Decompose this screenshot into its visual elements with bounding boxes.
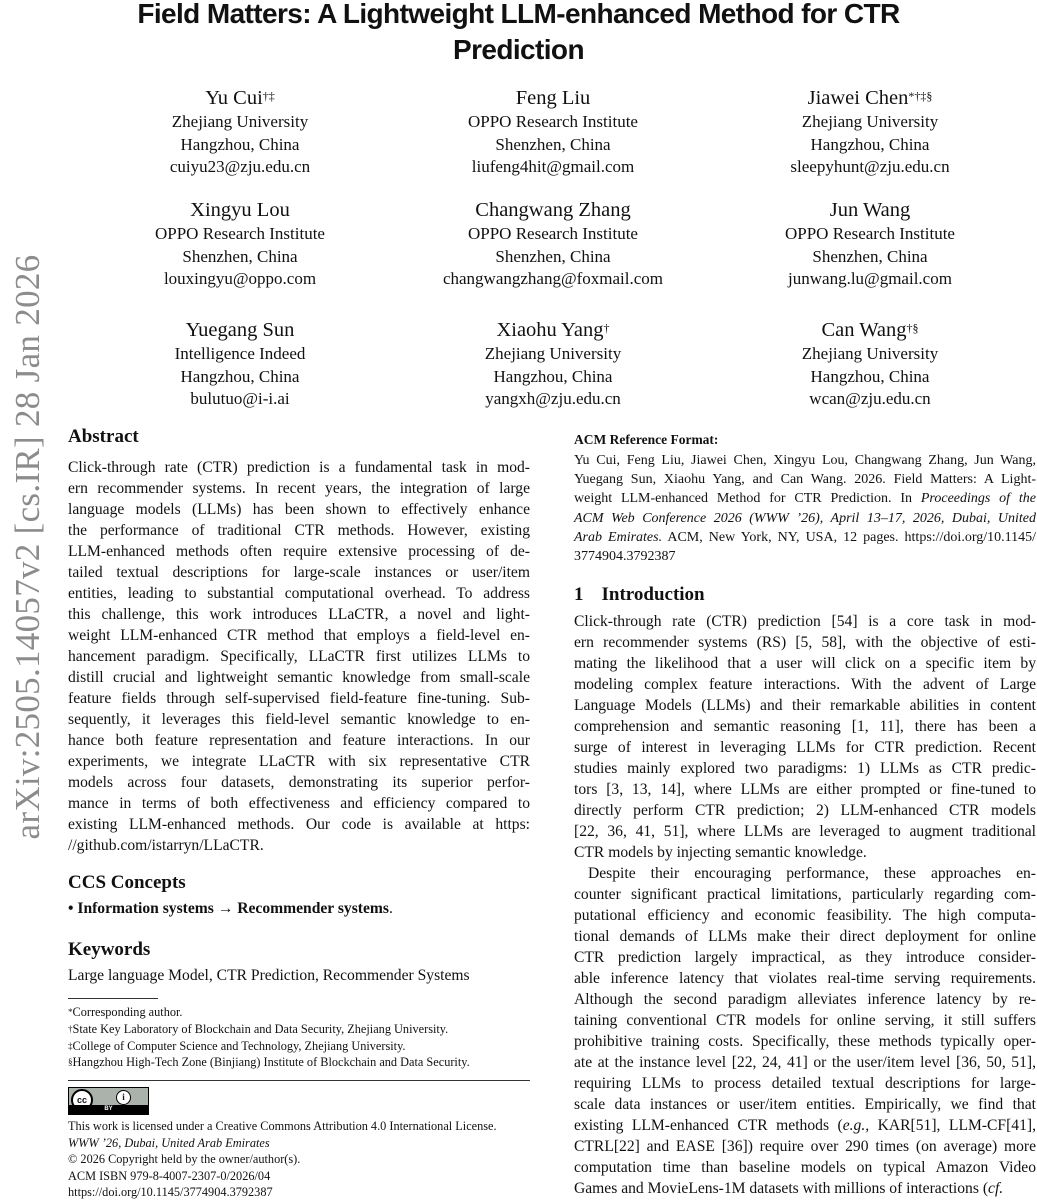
- text-segment: Games and MovieLens-1M datasets with millions of interactions (: [574, 1180, 989, 1197]
- author-location: Shenzhen, China: [812, 246, 928, 266]
- text-line: tailed textual descriptions for large-scale instances or user/item: [68, 564, 530, 581]
- text-segment: tional demands of LLMs make their direct deployment for online: [574, 928, 1036, 945]
- italic-text: Arab Emirates.: [574, 529, 663, 545]
- text-line: [574, 821, 1036, 842]
- italic-text: ACM Web Conference 2026 (WWW ’26), April 13–17, 2026, Dubai, United: [574, 510, 1036, 526]
- section-title: Introduction: [601, 584, 705, 605]
- text-line: [574, 509, 1036, 528]
- footnote: [68, 1004, 470, 1021]
- text-line: [574, 779, 1036, 800]
- text-segment: able inference latency that violates real-time serving requirements.: [574, 970, 1036, 987]
- conference-venue: WWW ’26, Dubai, United Arab Emirates: [68, 1135, 270, 1150]
- text-line: [574, 632, 1036, 653]
- author-marks: †: [603, 321, 610, 335]
- text-line: [574, 842, 1036, 863]
- text-line: [574, 1115, 1036, 1136]
- author-block: [75, 198, 405, 291]
- author-location: Hangzhou, China: [180, 366, 300, 386]
- title-line: Field Matters: A Lightweight LLM-enhanced Method for CTR: [137, 0, 900, 29]
- arrow-icon: →: [217, 900, 234, 917]
- author-location: Shenzhen, China: [495, 246, 611, 266]
- author-name-text: Jiawei Chen: [807, 87, 909, 109]
- text-segment: scale data instances or user/item entities. Empirically, we find that: [574, 1096, 1036, 1113]
- text-line: [574, 1157, 1036, 1178]
- author-name: [388, 86, 718, 111]
- footnote-text: Corresponding author.: [72, 1005, 183, 1019]
- footnote-mark: *: [68, 1007, 73, 1017]
- text-segment: Although the second paradigm alleviates inference latency by re-: [574, 991, 1036, 1008]
- keywords-text: Large language Model, CTR Prediction, Recommender Systems: [68, 967, 470, 984]
- author-marks: *†‡§: [908, 89, 933, 103]
- author-affiliation: Zhejiang University: [171, 112, 309, 131]
- text-segment: studies mainly explored two paradigms: 1) LLMs as CTR predic-: [574, 760, 1036, 777]
- author-block: [75, 86, 405, 179]
- text-line: this challenge, this work introduces LLaCTR, a novel and light-: [68, 606, 530, 623]
- ccs-bullet: •: [68, 900, 74, 917]
- text-line: [574, 926, 1036, 947]
- footnote-rule: [68, 998, 158, 999]
- text-segment: modeling complex feature interactions. With the advent of Large: [574, 676, 1036, 693]
- text-line: [574, 1178, 1036, 1199]
- abstract-heading: Abstract: [68, 426, 139, 447]
- text-segment: CTR prediction largely impractical, as they introduce consider-: [574, 949, 1036, 966]
- author-email[interactable]: junwang.lu@gmail.com: [788, 269, 952, 289]
- text-segment: counter significant practical limitations, particularly regarding com-: [574, 886, 1036, 903]
- author-affiliation: Zhejiang University: [801, 112, 939, 131]
- text-segment: Yu Cui, Feng Liu, Jiawei Chen, Xingyu Lou, Changwang Zhang, Jun Wang,: [574, 453, 1036, 468]
- text-line: [574, 1073, 1036, 1094]
- author-email[interactable]: bulutuo@i-i.ai: [190, 389, 290, 409]
- footnote: [68, 1038, 470, 1055]
- text-segment: ern recommender systems (RS) [5, 58], with the objective of esti-: [574, 634, 1036, 651]
- author-name: [75, 198, 405, 223]
- text-line: the performance of traditional CTR methods. However, existing: [68, 522, 530, 539]
- text-line: [574, 611, 1036, 632]
- text-line: Click-through rate (CTR) prediction is a fundamental task in mod-: [68, 459, 530, 476]
- arxiv-identifier-stamp: arXiv:2505.14057v2 [cs.IR] 28 Jan 2026: [8, 254, 47, 840]
- author-affiliation: OPPO Research Institute: [468, 112, 638, 131]
- author-block: [388, 318, 718, 411]
- author-name-text: Xingyu Lou: [190, 199, 290, 221]
- text-line: [574, 905, 1036, 926]
- text-line: [574, 800, 1036, 821]
- ccs-end: .: [388, 900, 393, 917]
- footnote-text: College of Computer Science and Technology, Zhejiang University.: [72, 1038, 406, 1053]
- text-line: [574, 1136, 1036, 1157]
- text-line: [574, 737, 1036, 758]
- acm-reference-body: [574, 451, 1036, 566]
- author-email[interactable]: wcan@zju.edu.cn: [809, 389, 931, 409]
- italic-text: Proceedings of the: [920, 491, 1037, 507]
- text-segment: KAR[51], LLM-CF[41],: [869, 1117, 1036, 1134]
- paper-title: [0, 0, 1037, 68]
- copyright: © 2026 Copyright held by the owner/author(s).: [68, 1152, 301, 1167]
- text-line: [574, 968, 1036, 989]
- introduction-heading: [574, 584, 705, 606]
- text-segment: comprehension and semantic reasoning [1, 11], there has been a: [574, 718, 1036, 735]
- doi-link[interactable]: https://doi.org/10.1145/3774904.3792387: [68, 1185, 273, 1200]
- ccs-heading: CCS Concepts: [68, 872, 186, 893]
- text-segment: tors [3, 13, 14], where LLMs are either prompted or fine-tuned to: [574, 781, 1036, 798]
- text-segment: Click-through rate (CTR) prediction [54] is a core task in mod-: [574, 613, 1036, 630]
- ccs-concepts: [68, 900, 393, 918]
- text-segment: requiring LLMs to process detailed textual descriptions for large-: [574, 1075, 1036, 1092]
- footnotes: [68, 1004, 470, 1071]
- text-line: //github.com/istarryn/LLaCTR.: [68, 837, 264, 854]
- section-number: 1: [574, 584, 584, 605]
- author-name-text: Changwang Zhang: [475, 199, 631, 221]
- text-line: ern recommender systems. In recent years, the integration of large: [68, 480, 530, 497]
- text-segment: existing LLM-enhanced CTR methods (: [574, 1117, 843, 1134]
- footnote-text: Hangzhou High-Tech Zone (Binjiang) Institute of Blockchain and Data Security.: [72, 1055, 470, 1070]
- text-line: weight LLM-enhanced CTR method that employs a field-level en-: [68, 627, 530, 644]
- text-segment: taining conventional CTR models for online serving, it still suffers: [574, 1012, 1036, 1029]
- text-line: models across four datasets, demonstrating its superior perfor-: [68, 774, 530, 791]
- text-segment: Yuegang Sun, Xiaohu Yang, and Can Wang. 2026. Field Matters: A Light-: [574, 472, 1036, 488]
- author-location: Hangzhou, China: [810, 134, 930, 154]
- text-segment: computation time than baseline models on typical Amazon Video: [574, 1159, 1036, 1176]
- text-segment: 3774904.3792387: [574, 548, 676, 564]
- author-name: [388, 318, 718, 343]
- author-name-text: Yu Cui: [205, 87, 263, 109]
- isbn: ACM ISBN 979-8-4007-2307-0/2026/04: [68, 1168, 271, 1183]
- text-line: [574, 863, 1036, 884]
- text-line: [574, 1094, 1036, 1115]
- text-segment: Despite their encouraging performance, these approaches en-: [588, 865, 1036, 882]
- text-segment: directly perform CTR prediction; 2) LLM-enhanced CTR models: [574, 802, 1036, 819]
- author-email[interactable]: changwangzhang@foxmail.com: [442, 269, 664, 289]
- author-location: Shenzhen, China: [182, 246, 298, 266]
- author-name-text: Xiaohu Yang: [496, 319, 604, 341]
- text-segment: Language Models (LLMs) and their remarkable abilities in content: [574, 697, 1036, 714]
- text-segment: mating the likelihood that a user will click on a specific item by: [574, 655, 1036, 672]
- author-email[interactable]: sleepyhunt@zju.edu.cn: [790, 157, 950, 177]
- text-segment: [22, 36, 41, 51], where LLMs are leveraged to augment traditional: [574, 823, 1036, 840]
- footnote-mark: ‡: [68, 1040, 73, 1051]
- author-name-text: Feng Liu: [515, 87, 591, 109]
- text-line: [574, 695, 1036, 716]
- author-email[interactable]: yangxh@zju.edu.cn: [485, 389, 621, 409]
- text-line: [574, 451, 1036, 470]
- text-line: [574, 1031, 1036, 1052]
- text-line: sequently, it leverages this field-level semantic knowledge to en-: [68, 711, 530, 728]
- italic-text: cf.: [988, 1180, 1004, 1197]
- author-name: [705, 318, 1035, 343]
- author-location: Shenzhen, China: [495, 134, 611, 154]
- footnote-mark: †: [68, 1023, 73, 1034]
- author-email[interactable]: louxingyu@oppo.com: [163, 269, 317, 289]
- ccs-item: Recommender systems: [237, 900, 389, 917]
- keywords-heading: Keywords: [68, 939, 151, 960]
- author-block: [75, 318, 405, 411]
- text-segment: putational efficiency and economic feasibility. The high computa-: [574, 907, 1036, 924]
- text-line: [574, 528, 1036, 547]
- text-line: experiments, we integrate LLaCTR with six representative CTR: [68, 753, 530, 770]
- author-block: [388, 198, 718, 291]
- text-line: [574, 716, 1036, 737]
- author-block: [705, 86, 1035, 179]
- author-name: [75, 86, 405, 111]
- author-affiliation: Zhejiang University: [484, 344, 622, 363]
- author-location: Hangzhou, China: [180, 134, 300, 154]
- license-text: This work is licensed under a Creative Commons Attribution 4.0 International License.: [68, 1119, 497, 1133]
- text-segment: prohibitive training costs. Specifically, these methods typically oper-: [574, 1033, 1036, 1050]
- author-name: [75, 318, 405, 343]
- text-line: mance in terms of both effectiveness and efficiency compared to: [68, 795, 530, 812]
- title-line: Prediction: [453, 34, 584, 65]
- author-location: Hangzhou, China: [810, 366, 930, 386]
- text-line: hance both feature representation and feature interactions. In our: [68, 732, 530, 749]
- ccs-item: Information systems: [77, 900, 214, 917]
- acm-reference-heading: ACM Reference Format:: [574, 432, 719, 447]
- author-affiliation: OPPO Research Institute: [785, 224, 955, 243]
- text-segment: CTR models by injecting semantic knowledge.: [574, 844, 867, 861]
- author-block: [388, 86, 718, 179]
- text-line: [574, 489, 1036, 508]
- text-line: hancement paradigm. Specifically, LLaCTR first utilizes LLMs to: [68, 648, 530, 665]
- license-rule: [68, 1080, 530, 1081]
- text-line: [574, 1010, 1036, 1031]
- text-line: language models (LLMs) has been shown to effectively enhance: [68, 501, 530, 518]
- author-block: [705, 198, 1035, 291]
- text-line: [574, 547, 1036, 566]
- text-line: [574, 884, 1036, 905]
- author-location: Hangzhou, China: [493, 366, 613, 386]
- italic-text: e.g.,: [842, 1117, 870, 1134]
- author-affiliation: Intelligence Indeed: [174, 344, 306, 363]
- author-marks: †‡: [262, 89, 275, 103]
- footnote-mark: §: [68, 1057, 73, 1068]
- text-line: distill crucial and lightweight semantic knowledge from small-scale: [68, 669, 530, 686]
- author-name-text: Yuegang Sun: [185, 319, 295, 341]
- author-block: [705, 318, 1035, 411]
- abstract-body: [68, 457, 530, 856]
- text-line: [574, 758, 1036, 779]
- footnote: [68, 1021, 470, 1038]
- footnote: [68, 1054, 470, 1071]
- text-line: [574, 674, 1036, 695]
- author-email[interactable]: liufeng4hit@gmail.com: [471, 157, 635, 177]
- text-line: [574, 1052, 1036, 1073]
- cc-icon: cc: [71, 1089, 93, 1111]
- author-name: [705, 198, 1035, 223]
- text-line: LLM-enhanced methods often require extensive processing of de-: [68, 543, 530, 560]
- text-line: [574, 989, 1036, 1010]
- author-name-text: Jun Wang: [829, 199, 911, 221]
- text-line: [574, 470, 1036, 489]
- text-line: existing LLM-enhanced methods. Our code is available at https:: [68, 816, 530, 833]
- text-line: feature fields through self-supervised field-feature fine-tuning. Sub-: [68, 690, 530, 707]
- author-name: [388, 198, 718, 223]
- text-segment: ACM, New York, NY, USA, 12 pages. https://doi.org/10.1145/: [662, 529, 1036, 545]
- author-affiliation: OPPO Research Institute: [155, 224, 325, 243]
- text-line: [574, 653, 1036, 674]
- text-line: [574, 947, 1036, 968]
- author-name-text: Can Wang: [821, 319, 907, 341]
- text-segment: surge of interest in leveraging LLMs for CTR prediction. Recent: [574, 739, 1036, 756]
- introduction-body: [574, 611, 1036, 1199]
- footnote-text: State Key Laboratory of Blockchain and Data Security, Zhejiang University.: [72, 1021, 449, 1036]
- author-affiliation: OPPO Research Institute: [468, 224, 638, 243]
- cc-by-license-badge: [68, 1087, 149, 1115]
- author-name: [705, 86, 1035, 111]
- person-icon: i: [116, 1090, 131, 1105]
- text-segment: weight LLM-enhanced Method for CTR Prediction. In: [574, 491, 921, 507]
- author-email[interactable]: cuiyu23@zju.edu.cn: [169, 157, 311, 177]
- text-segment: CTRL[22] and EASE [36]) require over 290 times (on average) more: [574, 1138, 1036, 1155]
- author-affiliation: Zhejiang University: [801, 344, 939, 363]
- license-block: [68, 1118, 497, 1201]
- text-segment: ate at the instance level [22, 24, 41] or the user/item level [36, 50, 51],: [574, 1054, 1036, 1071]
- text-line: entities, leading to substantial computational overhead. To address: [68, 585, 530, 602]
- by-label: BY: [69, 1105, 148, 1114]
- author-marks: †§: [906, 321, 919, 335]
